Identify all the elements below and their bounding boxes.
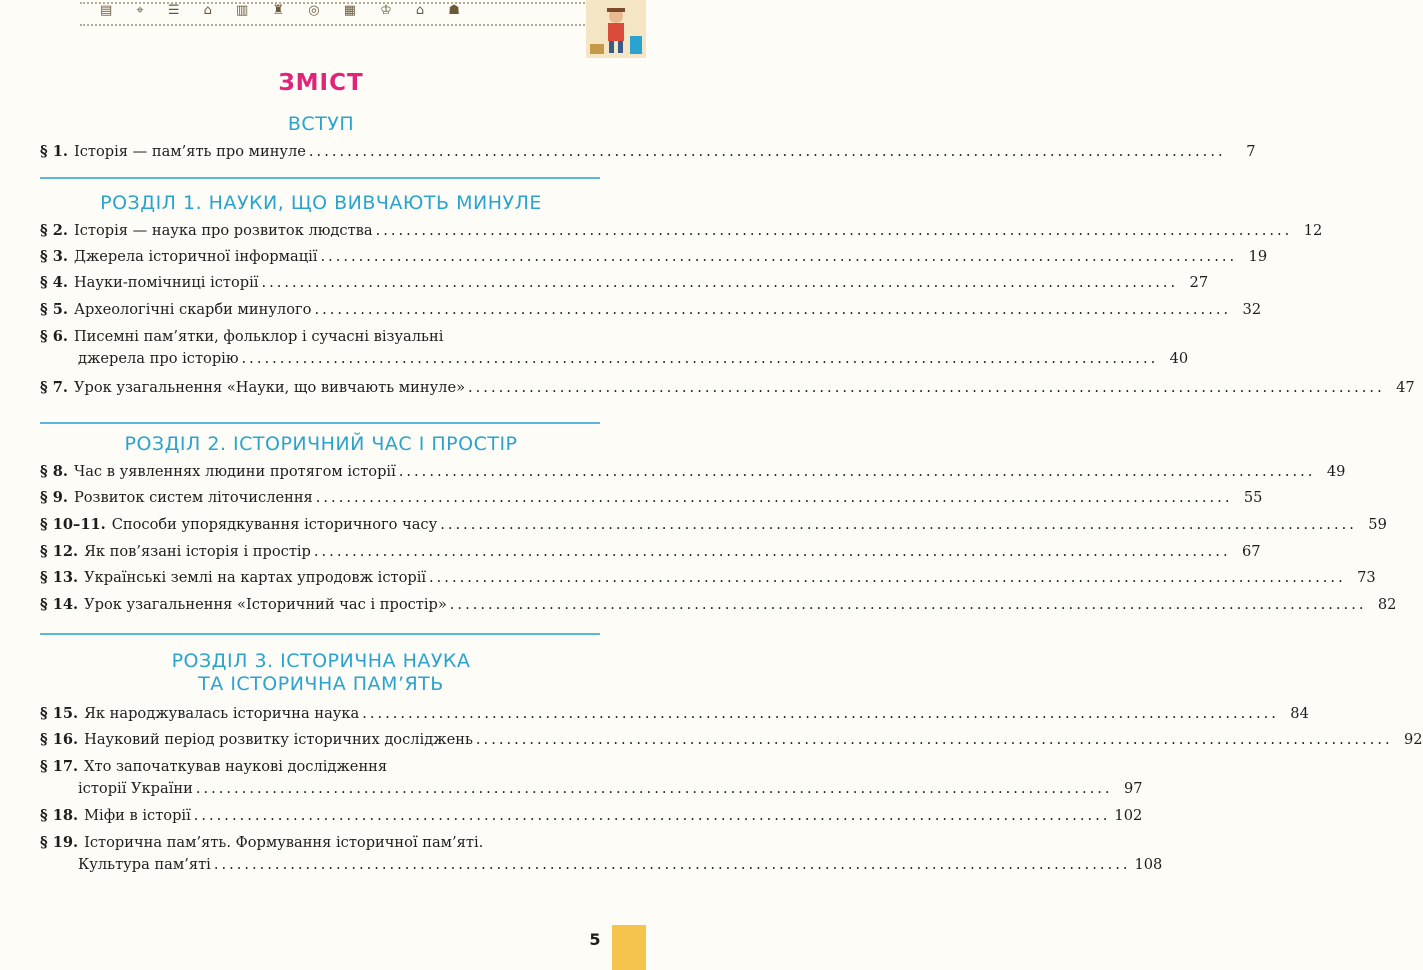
entry-number: § 14.: [40, 596, 79, 613]
dot-leader: ........................................................................................................................: [475, 731, 1393, 748]
section-divider: [40, 422, 600, 424]
entry-number: § 6.: [40, 328, 68, 345]
entry-title: Розвиток систем літочислення: [73, 489, 313, 506]
entry-page: 97: [1123, 780, 1143, 797]
entry-number: § 4.: [40, 274, 68, 291]
toc-entry-13[interactable]: [40, 567, 1376, 589]
intro-heading: ВСТУП: [287, 113, 355, 135]
dot-leader: ........................................................................................................................: [308, 143, 1226, 160]
entry-page: 27: [1189, 274, 1209, 291]
toc-entry-12[interactable]: [40, 541, 1261, 563]
section-3-heading-line2: ТА ІСТОРИЧНА ПАМ’ЯТЬ: [198, 673, 444, 695]
entry-number: § 2.: [40, 222, 68, 239]
entry-title: Історична пам’ять. Формування історичної пам’яті.: [84, 834, 484, 851]
toc-entry-3[interactable]: [40, 246, 1268, 268]
page-number: 5: [589, 930, 601, 949]
entry-number: § 17.: [40, 758, 79, 775]
dot-leader: ........................................................................................................................: [315, 489, 1233, 506]
entry-number: § 18.: [40, 807, 79, 824]
toc-entry-8[interactable]: [40, 461, 1346, 483]
entry-page: 102: [1114, 807, 1143, 824]
entry-title: Час в уявленнях людини протягом історії: [73, 463, 396, 480]
entry-page: 73: [1357, 569, 1376, 586]
dot-leader: ........................................................................................................................: [320, 248, 1238, 265]
section-3-heading: РОЗДІЛ 3. ІСТОРИЧНА НАУКА: [171, 650, 471, 672]
entry-page: 47: [1396, 379, 1415, 396]
toc-entry-14[interactable]: [40, 594, 1397, 616]
toc-entry-7[interactable]: [40, 377, 1415, 399]
dot-leader: ........................................................................................................................: [195, 780, 1113, 797]
entry-title: Науковий період розвитку історичних досліджень: [84, 731, 473, 748]
entry-number: § 1.: [40, 143, 68, 160]
entry-title: Історія — пам’ять про минуле: [73, 143, 306, 160]
entry-number: § 16.: [40, 731, 79, 748]
toc-entry-4[interactable]: [40, 272, 1209, 294]
dot-leader: ........................................................................................................................: [440, 516, 1357, 533]
entry-page: 40: [1169, 350, 1189, 367]
toc-entry-6[interactable]: [40, 326, 1189, 370]
entry-page: 7: [1246, 143, 1256, 160]
dot-leader: ........................................................................................................................: [193, 807, 1111, 824]
section-1-heading: РОЗДІЛ 1. НАУКИ, ЩО ВИВЧАЮТЬ МИНУЛЕ: [100, 192, 542, 214]
entry-title: Урок узагальнення «Науки, що вивчають минуле»: [73, 379, 466, 396]
entry-title-continued: історії України: [78, 780, 193, 797]
dot-leader: ........................................................................................................................: [313, 543, 1231, 560]
entry-page: 49: [1326, 463, 1346, 480]
entry-number: § 15.: [40, 705, 79, 722]
section-divider: [40, 633, 600, 635]
dot-leader: ........................................................................................................................: [362, 705, 1279, 722]
dot-leader: ........................................................................................................................: [449, 596, 1367, 613]
entry-number: § 5.: [40, 301, 68, 318]
dot-leader: ........................................................................................................................: [429, 569, 1346, 586]
entry-number: § 13.: [40, 569, 79, 586]
entry-title: Урок узагальнення «Історичний час і простір»: [84, 596, 447, 613]
entry-title: Хто започаткував наукові дослідження: [84, 758, 388, 775]
toc-entry-16[interactable]: [40, 729, 1423, 751]
dot-leader: ........................................................................................................................: [375, 222, 1293, 239]
entry-title: Способи упорядкування історичного часу: [111, 516, 438, 533]
entry-title: Історія — наука про розвиток людства: [73, 222, 373, 239]
page-corner-tab: [612, 925, 646, 970]
explorer-corner-icon: [586, 0, 646, 58]
toc-entry-5[interactable]: [40, 299, 1262, 321]
entry-page: 84: [1290, 705, 1309, 722]
entry-title: Джерела історичної інформації: [73, 248, 318, 265]
entry-page: 92: [1404, 731, 1423, 748]
dot-leader: ........................................................................................................................: [314, 301, 1232, 318]
entry-page: 55: [1243, 489, 1263, 506]
dot-leader: ........................................................................................................................: [468, 379, 1385, 396]
toc-entry-19[interactable]: [40, 832, 1163, 876]
top-decorative-band: [0, 0, 646, 26]
entry-page: 67: [1242, 543, 1261, 560]
entry-title: Як пов’язані історія і простір: [84, 543, 311, 560]
entry-page: 59: [1368, 516, 1387, 533]
entry-page: 19: [1248, 248, 1268, 265]
entry-title: Як народжувалась історична наука: [84, 705, 360, 722]
toc-entry-9[interactable]: [40, 487, 1263, 509]
entry-title: Писемні пам’ятки, фольклор і сучасні візуальні: [73, 328, 444, 345]
entry-number: § 7.: [40, 379, 68, 396]
toc-entry-1[interactable]: [40, 141, 1256, 163]
entry-number: § 12.: [40, 543, 79, 560]
entry-title: Археологічні скарби минулого: [73, 301, 312, 318]
entry-page: 82: [1377, 596, 1397, 613]
entry-number: § 3.: [40, 248, 68, 265]
entry-title: Міфи в історії: [84, 807, 191, 824]
entry-title: Науки-помічниці історії: [73, 274, 259, 291]
entry-number: § 10–11.: [40, 516, 106, 533]
entry-page: 12: [1303, 222, 1323, 239]
dot-leader: ........................................................................................................................: [261, 274, 1179, 291]
dot-leader: ........................................................................................................................: [213, 856, 1131, 873]
entry-page: 108: [1134, 856, 1163, 873]
toc-entry-17[interactable]: [40, 756, 1143, 800]
entry-number: § 8.: [40, 463, 68, 480]
entry-number: § 19.: [40, 834, 79, 851]
dot-leader: ........................................................................................................................: [398, 463, 1316, 480]
entry-title: Українські землі на картах упродовж історії: [84, 569, 427, 586]
toc-entry-2[interactable]: [40, 220, 1323, 242]
entry-number: § 9.: [40, 489, 68, 506]
entry-title-continued: джерела про історію: [78, 350, 239, 367]
top-decor-icons: ▤ ⌖ ☰ ⌂ ▥ ♜ ◎ ▦ ♔ ⌂ ☗: [100, 3, 470, 18]
toc-entry-15[interactable]: [40, 703, 1309, 725]
toc-title: ЗМІСТ: [278, 70, 364, 96]
section-divider: [40, 177, 600, 179]
section-2-heading: РОЗДІЛ 2. ІСТОРИЧНИЙ ЧАС І ПРОСТІР: [124, 433, 518, 455]
toc-entry-18[interactable]: [40, 805, 1143, 827]
entry-page: 32: [1242, 301, 1262, 318]
toc-entry-10-11[interactable]: [40, 514, 1387, 536]
entry-title-continued: Культура пам’яті: [78, 856, 211, 873]
dot-leader: ........................................................................................................................: [241, 350, 1159, 367]
